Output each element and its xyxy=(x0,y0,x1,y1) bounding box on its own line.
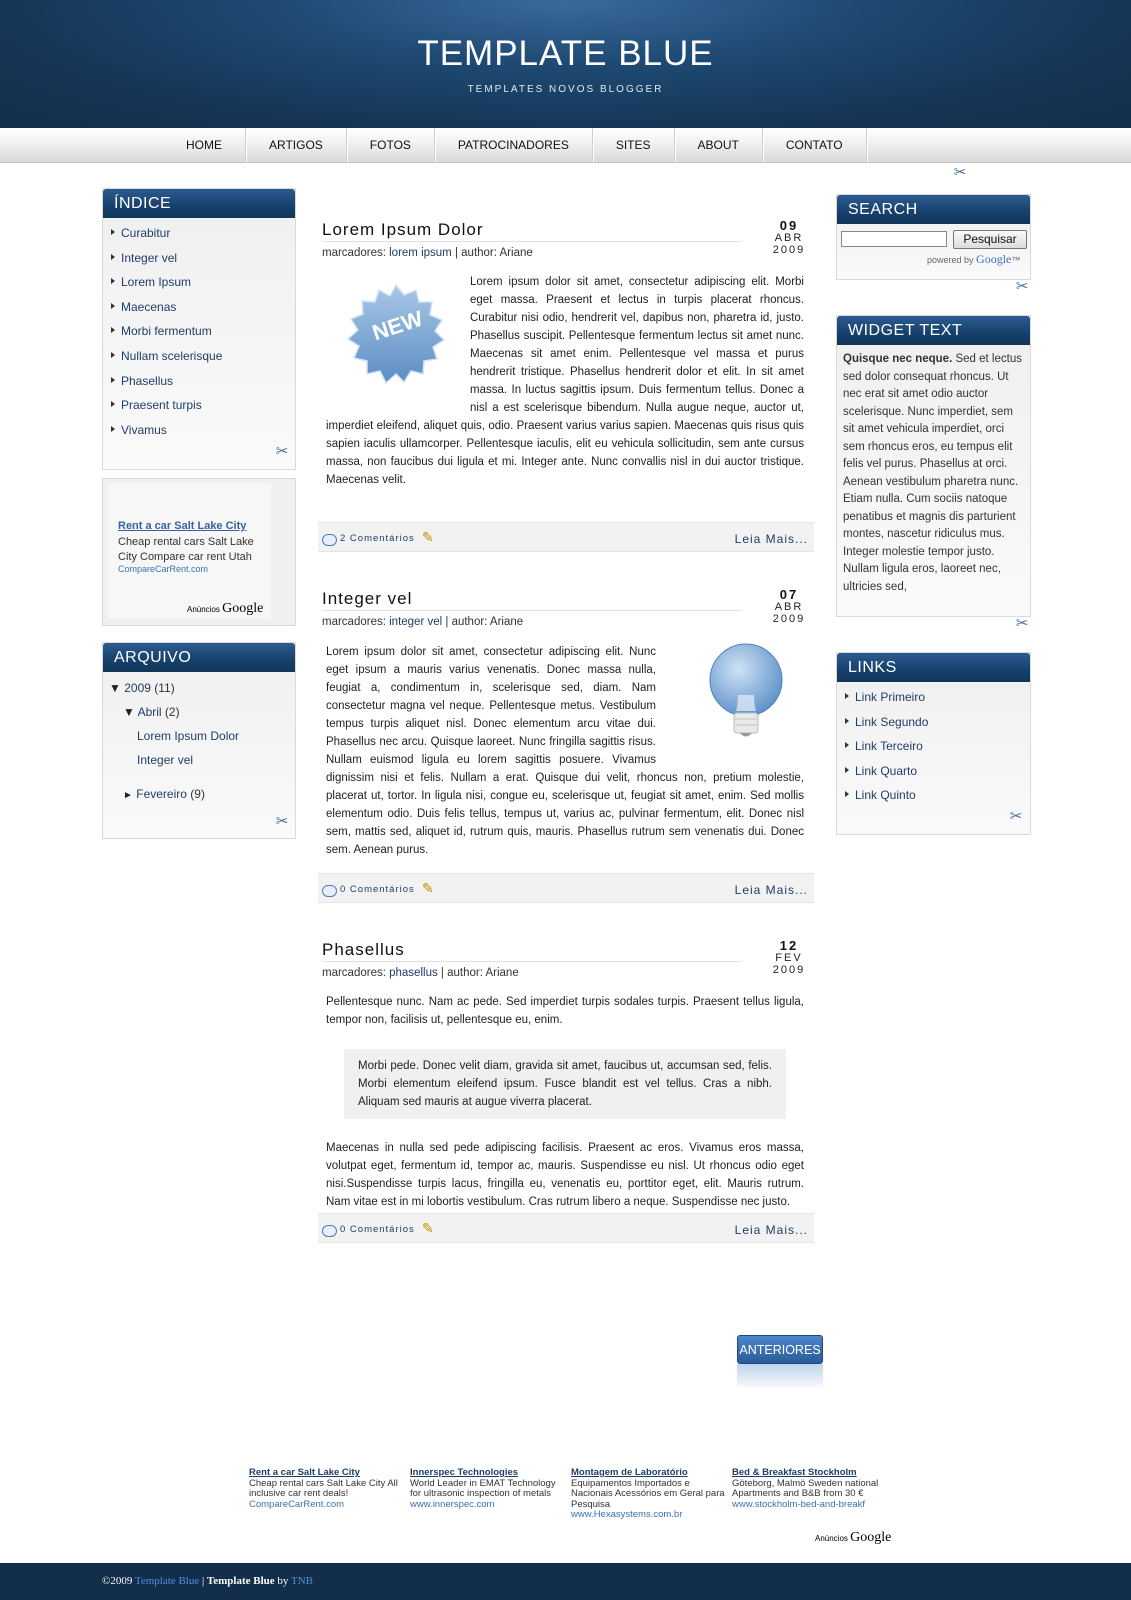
post-year: 2009 xyxy=(772,613,806,625)
widget-text-body xyxy=(843,351,1025,596)
labels-prefix: marcadores: xyxy=(322,247,386,259)
edit-tools-icon[interactable]: ✂ xyxy=(1015,278,1029,295)
labels-prefix: marcadores: xyxy=(322,967,386,979)
link-item[interactable]: Link Segundo xyxy=(837,713,1030,738)
blockquote: Morbi pede. Donec velit diam, gravida sit amet, faucibus ut, accumsan sed, felis. Morbi elementum eleifend ipsum. Fusce blandit est vel tellus. Cras a nibh. Aliquam sed mauris at augue viverra placerat. xyxy=(344,1049,786,1119)
archive-month-link[interactable]: Abril xyxy=(137,705,162,719)
powered-by-google xyxy=(927,252,1020,267)
footer-ad-text: Cheap rental cars Salt Lake City All inclusive car rent deals! xyxy=(249,1477,398,1499)
ad-title-link[interactable]: Rent a car Salt Lake City xyxy=(118,520,247,532)
post-author: | author: Ariane xyxy=(445,616,524,628)
post-body xyxy=(326,643,804,859)
indice-item[interactable]: Vivamus xyxy=(103,421,295,446)
link-item[interactable]: Link Primeiro xyxy=(837,688,1030,713)
widget-text-bold: Quisque nec neque. xyxy=(843,353,953,365)
widget-text-title: WIDGET TEXT xyxy=(837,316,1030,345)
comment-icon[interactable] xyxy=(322,534,337,546)
indice-item[interactable]: Phasellus xyxy=(103,372,295,397)
archive-year-count: (11) xyxy=(154,681,175,695)
ads-by-google[interactable] xyxy=(815,1530,891,1546)
comment-icon[interactable] xyxy=(322,885,337,897)
post-meta xyxy=(322,616,523,628)
post-paragraph: Pellentesque nunc. Nam ac pede. Sed imperdiet turpis sodales turpis. Praesent tellus ligula, tempor non, facilisis ut, pellentesque eu, enim. xyxy=(326,996,804,1026)
site-description: TEMPLATES NOVOS BLOGGER xyxy=(467,84,664,95)
collapse-arrow-icon[interactable]: ▼ xyxy=(109,681,121,695)
footer-ad-url-link[interactable]: www.stockholm-bed-and-breakf xyxy=(732,1498,866,1510)
link-item[interactable]: Link Quinto xyxy=(837,786,1030,811)
post-tag-link[interactable]: integer vel xyxy=(389,616,443,628)
nav-artigos[interactable]: ARTIGOS xyxy=(246,128,347,162)
post-meta xyxy=(322,967,519,979)
site-title[interactable]: TEMPLATE BLUE xyxy=(417,34,714,73)
trademark: ™ xyxy=(1011,255,1021,265)
collapse-arrow-icon[interactable]: ▼ xyxy=(123,705,135,719)
post-footer xyxy=(318,1213,814,1243)
post-divider xyxy=(322,961,742,962)
links-widget xyxy=(836,652,1031,835)
post-meta xyxy=(322,247,533,259)
edit-tools-icon[interactable]: ✂ xyxy=(275,443,289,460)
footer-ad xyxy=(249,1468,405,1510)
footer-separator: | xyxy=(201,1575,205,1587)
comment-icon[interactable] xyxy=(322,1225,337,1237)
post-title[interactable]: Lorem Ipsum Dolor xyxy=(322,220,484,239)
nav-menu xyxy=(163,128,867,162)
arquivo-widget xyxy=(102,642,296,839)
pencil-edit-icon[interactable]: ✎ xyxy=(422,1220,434,1236)
post-tag-link[interactable]: lorem ipsum xyxy=(389,247,452,259)
indice-item[interactable]: Praesent turpis xyxy=(103,396,295,421)
labels-prefix: marcadores: xyxy=(322,616,386,628)
nav-sites[interactable]: SITES xyxy=(593,128,675,162)
post-paragraph: Lorem ipsum dolor sit amet, consectetur adipiscing elit. Nunc eget ipsum a mauris varius venenatis. Donec massa nulla, feugiat a, condimentum in, scelerisque sed, diam. Nam consectetur magna vel neque. Pellentesque metus. Vestibulum tempus turpis aliquet nisl. Donec elementum arcu vitae dui. Phasellus nec arcu. Quisque laoreet. Nunc fringilla sagittis risus. Nullam euismod ligula eu lorem sagittis posuere. Vivamus dignissim nisi et felis. Nullam a erat. Quisque dui velit, rhoncus non, pretium molestie, placerat ut, tortor. In ligula nisi, congue eu, scelerisque ut, feugiat sit amet, enim. Sed mollis elementum odio. Duis felis tellus, tempus ut, varius ac, pulvinar fermentum, elit. Donec nisl sem, mattis sed, aliquet id, rutrum quis, mauris. Phasellus rutrum sem venenatis dui. Donec sem. Aenean purus. xyxy=(326,646,804,856)
post-divider xyxy=(322,241,742,242)
read-more-link[interactable]: Leia Mais... xyxy=(734,883,808,897)
post-title[interactable]: Phasellus xyxy=(322,940,405,959)
footer-ad-url-link[interactable]: CompareCarRent.com xyxy=(249,1498,345,1510)
footer-ad-text: Göteborg, Malmö Sweden national Apartments and B&B from 30 € xyxy=(732,1477,879,1499)
indice-item[interactable]: Lorem Ipsum xyxy=(103,273,295,298)
archive-month-link[interactable]: Fevereiro xyxy=(136,787,187,801)
nav-fotos[interactable]: FOTOS xyxy=(347,128,435,162)
footer-ad-title-link[interactable]: Bed & Breakfast Stockholm xyxy=(732,1468,857,1478)
ads-label: Anúncios xyxy=(815,1534,848,1543)
widget-text-p2: Etiam nulla. Cum sociis natoque penatibus et magnis dis parturient montes, nascetur ridiculus mus. Integer molestie tempor justo. Nullam ligula eros, laoreet nec, ultricies sed, xyxy=(843,493,1016,593)
indice-item[interactable]: Integer vel xyxy=(103,249,295,274)
footer-author-link[interactable]: TNB xyxy=(290,1575,313,1587)
ads-label: Anúncios xyxy=(187,605,220,614)
post-body xyxy=(326,993,804,1211)
post-date xyxy=(760,220,818,256)
post-day: 09 xyxy=(779,218,799,233)
arquivo-title: ARQUIVO xyxy=(103,643,295,672)
nav-contato[interactable]: CONTATO xyxy=(763,128,867,162)
post-author: | author: Ariane xyxy=(440,967,519,979)
post-day: 07 xyxy=(779,587,799,602)
post-date xyxy=(760,589,818,625)
footer-ad-text: World Leader in EMAT Technology for ultrasonic inspection of metals xyxy=(410,1477,556,1499)
older-posts-button[interactable]: ANTERIORES xyxy=(737,1335,823,1364)
indice-item[interactable]: Curabitur xyxy=(103,224,295,249)
footer-ad-url-link[interactable]: www.Hexasystems.com.br xyxy=(571,1509,683,1520)
ad-frame xyxy=(108,483,271,619)
edit-tools-icon[interactable]: ✂ xyxy=(1015,615,1029,632)
edit-tools-icon[interactable]: ✂ xyxy=(275,813,289,830)
comments-link[interactable]: 0 Comentários xyxy=(340,1224,415,1235)
read-more-link[interactable]: Leia Mais... xyxy=(734,1223,808,1237)
post-footer xyxy=(318,873,814,903)
archive-month-collapsed[interactable] xyxy=(123,787,205,801)
expand-arrow-icon[interactable]: ► xyxy=(123,790,133,801)
edit-tools-icon[interactable]: ✂ xyxy=(953,164,967,181)
links-list xyxy=(837,682,1030,811)
search-title: SEARCH xyxy=(837,195,1030,224)
lightbulb-icon xyxy=(664,643,804,763)
post-month: ABR xyxy=(774,232,804,244)
footer-ad-text: Equipamentos Importados e Nacionais Acessórios em Geral para Pesquisa xyxy=(571,1477,725,1510)
new-badge-text: NEW xyxy=(369,305,426,346)
links-title: LINKS xyxy=(837,653,1030,682)
post-paragraph: Maecenas in nulla sed pede adipiscing facilisis. Praesent ac eros. Vivamus eros massa, volutpat eget, fermentum id, tempor ac, mauris. Suspendisse eu nisl. Ut rhoncus odio eget nisi.Suspendisse turpis lacus, fringilla eu, venenatis eu, porttitor eget, elit. Mauris rutrum. Nam vitae est in mi lobortis vestibulum. Cras rutrum libero a neque. Suspendisse nec justo. xyxy=(326,1142,804,1208)
post-body xyxy=(326,273,804,489)
post-date xyxy=(760,940,818,976)
pencil-edit-icon[interactable]: ✎ xyxy=(422,880,434,896)
post-title[interactable]: Integer vel xyxy=(322,589,413,608)
search-widget xyxy=(836,194,1031,280)
new-badge-image xyxy=(326,273,460,401)
footer-ad xyxy=(410,1468,566,1510)
footer-template-name: Template Blue xyxy=(206,1575,275,1587)
post-divider xyxy=(322,610,742,611)
indice-list xyxy=(103,218,295,445)
google-logo: Google xyxy=(222,601,264,616)
footer-ad xyxy=(732,1468,892,1510)
text-widget xyxy=(836,315,1031,617)
footer-site-link[interactable]: Template Blue xyxy=(134,1575,200,1587)
powered-label: powered by xyxy=(927,255,974,265)
button-reflection xyxy=(737,1364,823,1390)
google-logo: Google xyxy=(850,1530,892,1545)
footer-ad-title-link[interactable]: Rent a car Salt Lake City xyxy=(249,1467,360,1478)
footer-ad-url-link[interactable]: www.innerspec.com xyxy=(410,1498,495,1510)
post-author: | author: Ariane xyxy=(454,247,533,259)
copyright: ©2009 xyxy=(102,1575,133,1587)
footer-ad-title-link[interactable]: Montagem de Laboratório xyxy=(571,1467,688,1478)
link-item[interactable]: Link Terceiro xyxy=(837,737,1030,762)
footer-by: by xyxy=(277,1575,289,1587)
post-year: 2009 xyxy=(772,964,806,976)
indice-item[interactable]: Nullam scelerisque xyxy=(103,347,295,372)
widget-text-p1: Sed et lectus sed dolor consequat rhoncus. Ut nec erat sit amet odio auctor scelerisque. Nunc imperdiet, sem sit amet vehicula imperdiet, orci sem rhoncus eros, eu tempus elit felis vel purus. Phasellus at orci. Aenean vestibulum pharetra nunc. xyxy=(843,353,1022,488)
lightbulb-image xyxy=(664,643,804,763)
footer-ad-title-link[interactable]: Innerspec Technologies xyxy=(410,1467,519,1478)
indice-widget xyxy=(102,188,296,470)
search-button[interactable]: Pesquisar xyxy=(953,230,1027,249)
search-input[interactable] xyxy=(841,231,947,247)
indice-title: ÍNDICE xyxy=(103,189,295,218)
ads-by-google[interactable] xyxy=(187,601,263,617)
post-paragraph: Lorem ipsum dolor sit amet, consectetur adipiscing elit. Morbi eget massa. Praesent et lectus in turpis placerat rhoncus. Curabitur nisi odio, hendrerit vel, dapibus non, pharetra id, justo. Phasellus suscipit. Pellentesque fermentum lectus sit amet nunc. Maecenas sit amet enim. Pellentesque vel massa et purus hendrerit tristique. Phasellus hendrerit dolor et elit. In sit amet massa. In luctus sagittis ipsum. Duis fermentum tellus. Donec a nisl a est scelerisque bibendum. Nulla augue neque, auctor ut, imperdiet eleifend, aliquet quis, odio. Praesent varius varius sapien. Maecenas quis risus quis sapien iaculis ullamcorper. Pellentesque iaculis, elit eu vehicula sollicitudin, sem ante cursus massa, non faucibus dui ligula et mi. Integer ante. Nunc convallis nisl in dui auctor tristique. Maecenas velit. xyxy=(326,276,804,486)
archive-month[interactable] xyxy=(123,705,180,719)
nav-patrocinadores[interactable]: PATROCINADORES xyxy=(435,128,593,162)
footer xyxy=(0,1563,1131,1600)
post-year: 2009 xyxy=(772,244,806,256)
google-logo: Google xyxy=(976,252,1012,266)
indice-item[interactable]: Morbi fermentum xyxy=(103,322,295,347)
archive-month-count: (9) xyxy=(190,787,205,801)
post-tag-link[interactable]: phasellus xyxy=(389,967,438,979)
archive-post-link[interactable]: Integer vel xyxy=(137,753,194,767)
nav-home[interactable]: HOME xyxy=(163,128,246,162)
footer-credits xyxy=(102,1575,313,1587)
indice-item[interactable]: Maecenas xyxy=(103,298,295,323)
ad-text: Cheap rental cars Salt Lake City Compare car rent Utah xyxy=(118,536,254,563)
read-more-link[interactable]: Leia Mais... xyxy=(734,532,808,546)
archive-post-link[interactable]: Lorem Ipsum Dolor xyxy=(137,729,240,743)
edit-tools-icon[interactable]: ✂ xyxy=(1009,808,1023,825)
link-item[interactable]: Link Quarto xyxy=(837,762,1030,787)
archive-year[interactable] xyxy=(109,681,175,695)
archive-month-count: (2) xyxy=(164,705,180,719)
comments-link[interactable]: 0 Comentários xyxy=(340,884,415,895)
header xyxy=(0,0,1131,128)
sidebar-ad xyxy=(102,478,296,626)
footer-ad xyxy=(571,1468,727,1521)
post-footer xyxy=(318,522,814,552)
comments-link[interactable]: 2 Comentários xyxy=(340,533,415,544)
navbar xyxy=(0,128,1131,163)
nav-about[interactable]: ABOUT xyxy=(675,128,763,162)
pencil-edit-icon[interactable]: ✎ xyxy=(422,529,434,545)
post-month: FEV xyxy=(775,952,803,964)
ad-url-link[interactable]: CompareCarRent.com xyxy=(118,564,209,574)
post-day: 12 xyxy=(779,938,799,953)
archive-year-link[interactable]: 2009 xyxy=(124,681,151,695)
post-month: ABR xyxy=(774,601,804,613)
